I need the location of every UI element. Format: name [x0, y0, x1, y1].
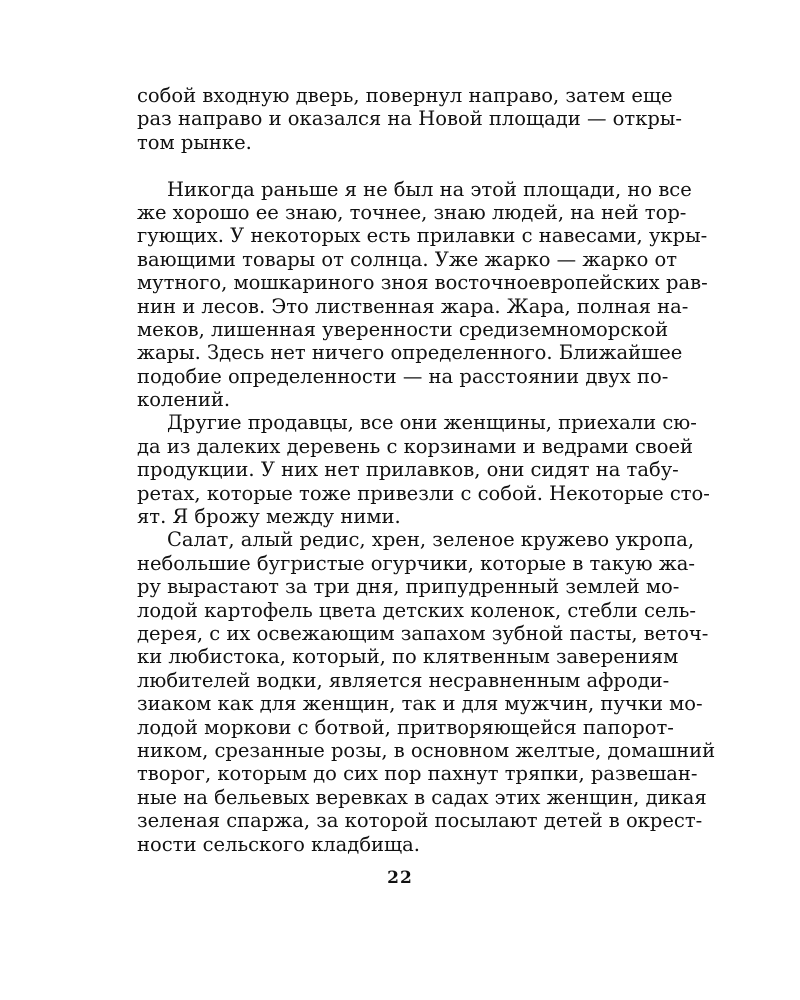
paragraph — [137, 528, 716, 856]
text-line: жары. Здесь нет ничего определенного. Ближайшее — [137, 341, 683, 365]
text-line: дерея, с их освежающим запахом зубной пасты, веточ- — [137, 621, 709, 645]
body-text — [137, 84, 716, 856]
text-line: ником, срезанные розы, в основном желтые, домашний — [137, 738, 716, 762]
text-line: колений. — [137, 388, 231, 412]
text-line: ные на бельевых веревках в садах этих женщин, дикая — [137, 785, 707, 809]
text-line: ности сельского кладбища. — [137, 832, 421, 856]
text-line: гующих. У некоторых есть прилавки с навесами, укры- — [137, 224, 708, 248]
text-line: ру вырастают за три дня, припудренный землей мо- — [137, 575, 680, 599]
paragraph — [137, 411, 710, 529]
text-line: подобие определенности — на расстоянии двух по- — [137, 364, 669, 388]
text-line: том рынке. — [137, 130, 252, 154]
paragraph — [137, 177, 708, 412]
page-number: 22 — [387, 868, 413, 888]
text-line: зеленая спаржа, за которой посылают детей в окрест- — [137, 809, 703, 833]
text-line: зиаком как для женщин, так и для мужчин, пучки мо- — [137, 692, 703, 716]
text-line: творог, которым до сих пор пахнут тряпки, развешан- — [137, 762, 698, 786]
text-line: продукции. У них нет прилавков, они сидят на табу- — [137, 458, 679, 482]
text-line: небольшие бугристые огурчики, которые в такую жа- — [137, 551, 695, 575]
text-line: да из далеких деревень с корзинами и ведрами своей — [137, 434, 694, 458]
text-line: ят. Я брожу между ними. — [137, 505, 401, 529]
text-line: же хорошо ее знаю, точнее, знаю людей, на ней тор- — [137, 200, 687, 224]
text-line: Салат, алый редис, хрен, зеленое кружево укропа, — [167, 528, 695, 552]
text-line: лодой картофель цвета детских коленок, стебли сель- — [137, 598, 697, 622]
paragraph-gap — [137, 154, 663, 177]
text-line: ки любистока, который, по клятвенным заверениям — [137, 645, 679, 669]
text-line: меков, лишенная уверенности средиземноморской — [137, 317, 669, 341]
text-line: раз направо и оказался на Новой площади — откры- — [137, 107, 682, 131]
text-line: Никогда раньше я не был на этой площади, но все — [167, 177, 692, 201]
text-line: нин и лесов. Это лиственная жара. Жара, полная на- — [137, 294, 689, 318]
text-line: любителей водки, является несравненным афроди- — [137, 668, 670, 692]
text-line: вающими товары от солнца. Уже жарко — жарко от — [137, 247, 678, 271]
text-line: ретах, которые тоже привезли с собой. Некоторые сто- — [137, 481, 710, 505]
text-line: Другие продавцы, все они женщины, приехали сю- — [167, 411, 697, 435]
paragraph — [137, 84, 682, 154]
text-line: собой входную дверь, повернул направо, затем еще — [137, 84, 673, 107]
text-line: лодой моркови с ботвой, притворяющейся папорот- — [137, 715, 674, 739]
text-line: мутного, мошкариного зноя восточноевропейских рав- — [137, 271, 708, 295]
